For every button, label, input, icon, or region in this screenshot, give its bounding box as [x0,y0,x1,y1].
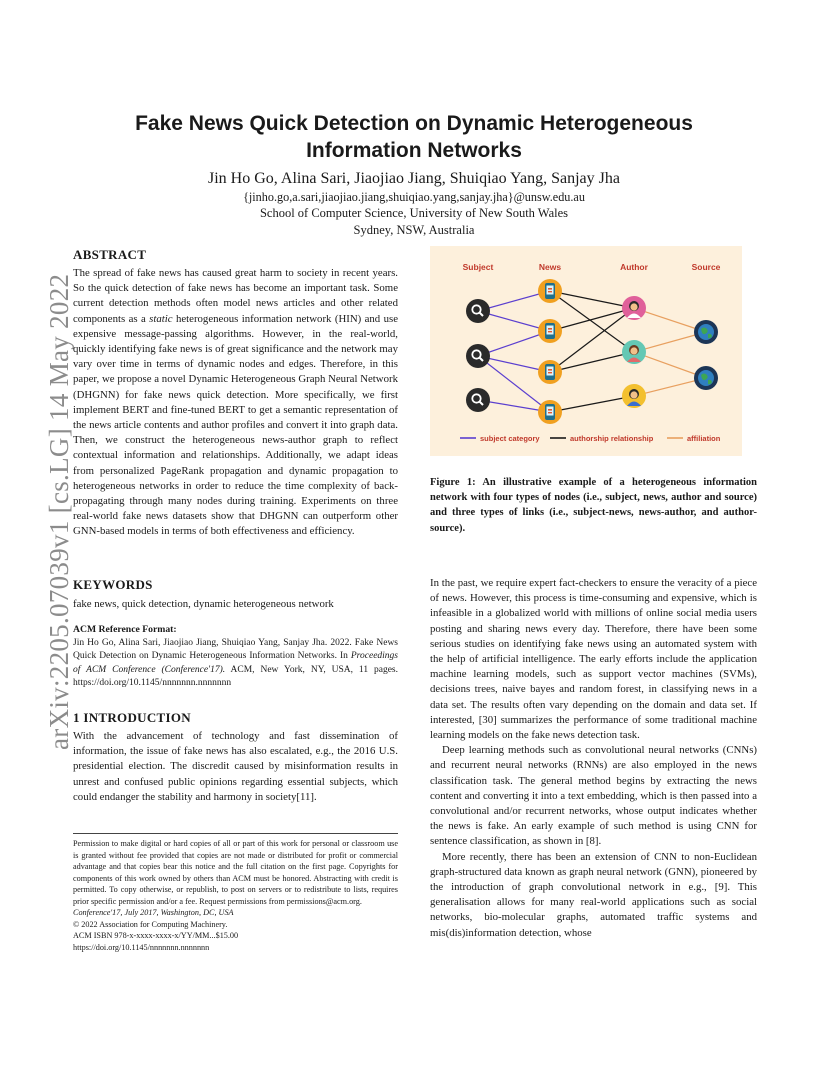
authorship-edges [550,291,634,412]
reference-format-heading: ACM Reference Format: [73,624,177,635]
reference-format-text [73,637,398,691]
abstract-text-part-2: heterogeneous information network (HIN) and use expensive message-passing algorithms. However, in the real-world, quickly identifying fake news is of great significance and the network may vary over time in terms of dynamic nodes and edges. Therefore, in this paper, we propose a novel Dynamic Heterogeneous Graph Neural Network (DHGNN) for fake news quick detection. More specifically, we first implement BERT and fine-tuned BERT to get a semantic representation of the news article contents and author profiles and convert it into graph data. Then, we construct the heterogeneous news-author graph to reflect contextual information and relationships. Additionally, we adapt ideas from personalized PageRank propagation and dynamic propagation to heterogeneous networks in order to reduce the time complexity of back-propagating through many nodes during training. Experiments on three real-world fake news datasets show that DHGNN can outperform other GNN-based models in terms of both effectiveness and efficiency. [73,312,398,538]
source-node-globe-icon [694,366,718,390]
hin-diagram [430,246,742,456]
body-paragraph-2: Deep learning methods such as convolutional neural networks (CNNs) and recurrent neural networks (RNNs) are also employed in the news classification task. The general method begins by extracting the news content and converting it into a text embedding, which is then passed into a convolutional and/or recurrent networks, whose output indicates whether the news is fake. An early example of such method is using CNN for sentence classification, as shown in [8]. [430,744,757,848]
figure-1 [430,246,742,456]
legend-authorship: authorship relationship [570,434,654,443]
source-node-globe-icon [694,320,718,344]
column-label-source: Source [691,262,721,272]
title-line-2: Information Networks [306,139,522,162]
legend-subject-category: subject category [480,434,540,443]
author-node-person-icon [622,296,646,320]
body-paragraph-1: In the past, we require expert fact-checkers to ensure the veracity of a piece of news. However, this process is time-consuming and expensive, which is infeasible in a globalized world with millions of online social media users posting and sharing news every day. Therefore, there have been some serious studies on identifying fake news using an automated system with the help of artificial intelligence. The early efforts include the application machine learning models, such as support vector machines (SVMs), decisions trees, naive bayes and random forest, in classifying news in a data set. The results often vary depending on the domain and data set. If interested, [30] summarizes the performance of some traditional machine learning models on the fake news detection task. [430,577,757,742]
news-node-phone-icon [538,279,562,303]
copyright-footnote [73,838,398,953]
subject-node-magnifier-icon [466,344,490,368]
doi-line: https://doi.org/10.1145/nnnnnnn.nnnnnnn [73,942,210,952]
author-node-person-icon [622,384,646,408]
keywords-heading: KEYWORDS [73,577,153,592]
column-label-news: News [538,262,562,272]
introduction-paragraph-1: With the advancement of technology and fast dissemination of information, the issue of fake news has also escalated, e.g., the 2016 U.S. presidential election. The discredit caused by misinformation results in unrest and confused public opinions regarding essential subjects, which could endanger the stability and harmony in society[11]. [73,730,398,803]
body-paragraph-3: More recently, there has been an extension of CNN to non-Euclidean graph-structured data known as graph neural network (GNN), pioneered by the introduction of graph convolutional network in e.g., [9]. This generalisation allows for many real-world applications such as social networks, bio-molecular graphs, automated traffic systems and mis(dis)information detection, whose [430,850,757,939]
keywords-text: fake news, quick detection, dynamic heterogeneous network [73,598,334,610]
isbn-line: ACM ISBN 978-x-xxxx-xxxx-x/YY/MM...$15.00 [73,931,239,940]
introduction-text [73,729,398,805]
legend-affiliation: affiliation [687,434,721,443]
location: Sydney, NSW, Australia [353,223,475,237]
introduction-heading: 1 INTRODUCTION [73,710,191,725]
affiliation-block [80,205,748,239]
affiliation: School of Computer Science, University of New South Wales [259,206,569,220]
subject-node-magnifier-icon [466,388,490,412]
reference-text-part-2: ACM, New York, NY, USA, 11 pages. https://doi.org/10.1145/nnnnnnn.nnnnnnn [73,664,398,689]
author-emails: {jinho.go,a.sari,jiaojiao.jiang,shuiqiao.yang,sanjay.jha}@unsw.edu.au [243,190,585,204]
abstract-emphasis: static [149,312,173,325]
right-column-text [430,576,757,941]
conference-line: Conference'17, July 2017, Washington, DC, USA [73,908,234,917]
copyright-line: © 2022 Association for Computing Machinery. [73,919,228,929]
footnote-divider [73,833,398,834]
authors: Jin Ho Go, Alina Sari, Jiaojiao Jiang, Shuiqiao Yang, Sanjay Jha [208,170,620,187]
column-label-subject: Subject [462,262,494,272]
abstract-heading: ABSTRACT [73,247,147,262]
reference-proceedings: Proceedings of ACM Conference (Conference'17). [73,651,398,675]
title-line-1: Fake News Quick Detection on Dynamic Heterogeneous [135,112,693,135]
column-label-author: Author [620,262,648,272]
arxiv-sidebar [20,270,74,770]
news-node-phone-icon [538,400,562,424]
arxiv-identifier: arXiv:2205.07039v1 [cs.LG] 14 May 2022 [44,273,74,750]
permission-notice: Permission to make digital or hard copies of all or part of this work for personal or classroom use is granted without fee provided that copies are not made or distributed for profit or commercial advantage and that copies bear this notice and the full citation on the first page. Copyrights for components of this work owned by others than ACM must be honored. Abstracting with credit is permitted. To copy otherwise, or republish, to post on servers or to redistribute to lists, requires prior specific permission and/or a fee. Request permissions from permissions@acm.org. [73,839,398,906]
news-node-phone-icon [538,319,562,343]
abstract-text [73,266,398,540]
abstract-text-part-1: The spread of fake news has caused great harm to society in recent years. So the quick detection of fake news has become an important task. Some current detection methods often model news articles and other related components as a [73,267,398,325]
reference-text-part-1: Jin Ho Go, Alina Sari, Jiaojiao Jiang, Shuiqiao Yang, Sanjay Jha. 2022. Fake News Quick Detection on Dynamic Heterogeneous Information Networks. In [73,638,398,662]
author-node-person-icon [622,340,646,364]
subject-node-magnifier-icon [466,299,490,323]
paper-title [80,110,748,164]
figure-caption: Figure 1: An illustrative example of a heterogeneous information network with four types of nodes (i.e., subject, news, author and source) and three types of links (i.e., subject-news, news-author, and author-source). [430,477,757,534]
news-node-phone-icon [538,360,562,384]
